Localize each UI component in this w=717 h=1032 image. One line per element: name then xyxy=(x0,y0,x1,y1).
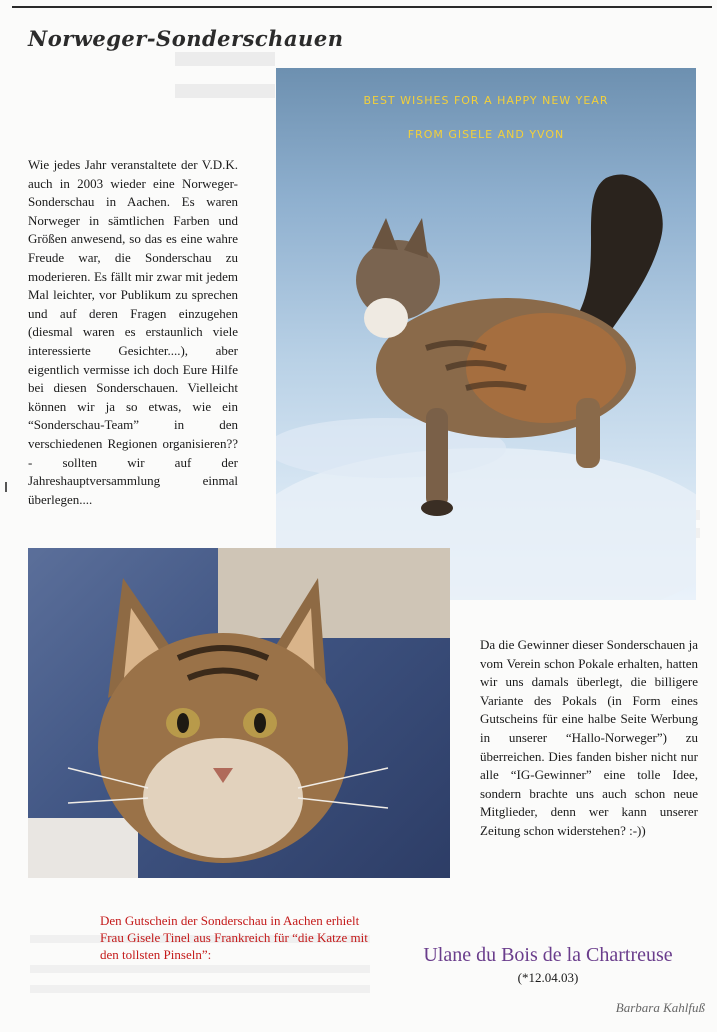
photo-caption: Den Gutschein der Sonderschau in Aachen erhielt Frau Gisele Tinel aus Frankreich für “die Katze mit den tollsten Pinseln”: xyxy=(100,913,368,962)
photo-greeting-line2: FROM GISELE AND YVON xyxy=(407,128,565,141)
article-title: Norweger-Sonderschauen xyxy=(28,26,344,51)
photo-greeting-line1: BEST WISHES FOR A HAPPY NEW YEAR xyxy=(363,94,609,107)
cat-birthdate: (*12.04.03) xyxy=(517,970,579,985)
margin-mark xyxy=(5,482,7,492)
cat-in-snow-photo xyxy=(276,68,696,600)
cat-illustration xyxy=(276,68,696,600)
cat-portrait-photo xyxy=(28,548,450,878)
author-signature: Barbara Kahlfuß xyxy=(615,1000,705,1015)
prize-paragraph: Da die Gewinner dieser Sonderschauen ja vom Verein schon Pokale erhalten, hatten wir uns damals überlegt, die billigere Variante des Pokals (in Form eines Gutscheins für eine halbe Seite Werbung in unserer “Hallo-Norweger”) zu überreichen. Dies fanden bisher nicht nur alle “IG-Gewinner” eine tolle Idee, sondern brachte uns auch schon neue Mitglieder, denn wer kann unserer Zeitung schon widerstehen? :-)) xyxy=(480,637,698,838)
cat-name: Ulane du Bois de la Chartreuse xyxy=(423,944,673,966)
intro-paragraph: Wie jedes Jahr veranstaltete der V.D.K. auch in 2003 wieder eine Norweger-Sonderschau in Aachen. Es waren Norweger in sämtlichen Farben und Größen anwesend, so das es eine wahre Freude war, die Sonderschau zu moderieren. Es fällt mir zwar mit jedem Mal leichter, vor Publikum zu sprechen und auf deren Fragen einzugehen (diesmal waren es erstaunlich viele interessierte Gesichter....), aber eigentlich vermisse ich doch Eure Hilfe bei diesen Sonderschauen. Vielleicht können wir ja so etwas, wie ein “Sonderschau-Team” in den verschiedenen Regionen organisieren?? - sollten wir auf der Jahreshauptversammlung einmal überlegen.... xyxy=(28,157,238,507)
cat-portrait-illustration xyxy=(28,548,450,878)
